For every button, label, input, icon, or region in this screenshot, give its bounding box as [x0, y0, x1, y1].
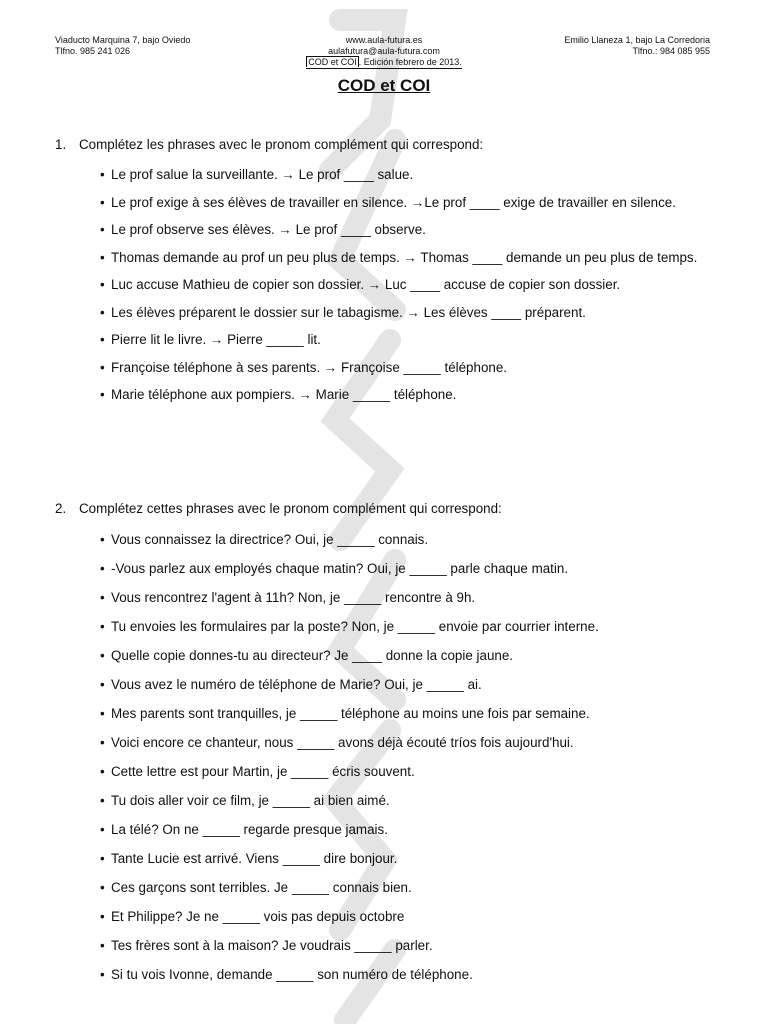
- exercise-item: • Mes parents sont tranquilles, je _____ téléphone au moins une fois par semaine.: [55, 699, 715, 728]
- exercise-item: • -Vous parlez aux employés chaque matin? Oui, je _____ parle chaque matin.: [55, 554, 715, 583]
- exercise-item: • Françoise téléphone à ses parents. → Françoise _____ téléphone.: [55, 354, 715, 382]
- header-right-address: [564, 35, 710, 57]
- header-left-line: Viaducto Marquina 7, bajo Oviedo: [55, 35, 191, 45]
- exercise-item: • Tu envoies les formulaires par la poste? Non, je _____ envoie par courrier interne.: [55, 612, 715, 641]
- exercise-item: • Thomas demande au prof un peu plus de temps. → Thomas ____ demande un peu plus de temps.: [55, 244, 715, 272]
- exercise-instruction: [55, 136, 715, 153]
- header-email: aulafutura@aula-futura.com: [328, 46, 440, 56]
- exercise-section-2: [55, 500, 715, 989]
- header-center-contact: [240, 35, 528, 69]
- exercise-item: • Le prof salue la surveillante. → Le prof ____ salue.: [55, 161, 715, 189]
- exercise-item: • Le prof observe ses élèves. → Le prof ____ observe.: [55, 216, 715, 244]
- exercise-item: • Vous connaissez la directrice? Oui, je _____ connais.: [55, 525, 715, 554]
- exercise-instruction-text: Complétez les phrases avec le pronom complément qui correspond:: [79, 137, 484, 152]
- header-left-address: [55, 35, 190, 57]
- exercise-item: • Cette lettre est pour Martin, je _____ écris souvent.: [55, 757, 715, 786]
- exercise-item: • Vous rencontrez l'agent à 11h? Non, je _____ rencontre à 9h.: [55, 583, 715, 612]
- exercise-item: • Le prof exige à ses élèves de travailler en silence. →Le prof ____ exige de travailler en silence.: [55, 189, 715, 217]
- exercise-item: • Tes frères sont à la maison? Je voudrais _____ parler.: [55, 931, 715, 960]
- exercise-item: • La télé? On ne _____ regarde presque jamais.: [55, 815, 715, 844]
- exercise-number: 1.: [55, 137, 67, 152]
- exercise-item: • Tante Lucie est arrivé. Viens _____ dire bonjour.: [55, 844, 715, 873]
- exercise-list: [55, 525, 715, 989]
- exercise-item: • Luc accuse Mathieu de copier son dossier. → Luc ____ accuse de copier son dossier.: [55, 271, 715, 299]
- exercise-item: • Quelle copie donnes-tu au directeur? Je ____ donne la copie jaune.: [55, 641, 715, 670]
- exercise-number: 2.: [55, 501, 67, 516]
- header-edition-text: . Edición febrero de 2013.: [358, 57, 462, 67]
- exercise-item: • Vous avez le numéro de téléphone de Marie? Oui, je _____ ai.: [55, 670, 715, 699]
- exercise-item: • Ces garçons sont terribles. Je _____ connais bien.: [55, 873, 715, 902]
- header-website: www.aula-futura.es: [345, 35, 423, 45]
- exercise-item: • Les élèves préparent le dossier sur le tabagisme. → Les élèves ____ préparent.: [55, 299, 715, 327]
- header-left-line: Tlfno. 985 241 026: [55, 46, 131, 56]
- header-right-line: Tlfno.: 984 085 955: [632, 46, 710, 56]
- exercise-item: • Marie téléphone aux pompiers. → Marie _____ téléphone.: [55, 381, 715, 409]
- header-right-line: Emilio Llaneza 1, bajo La Corredoria: [564, 35, 710, 45]
- exercise-item: • Pierre lit le livre. → Pierre _____ lit.: [55, 326, 715, 354]
- exercise-item: • Tu dois aller voir ce film, je _____ ai bien aimé.: [55, 786, 715, 815]
- exercise-item: • Si tu vois Ivonne, demande _____ son numéro de téléphone.: [55, 960, 715, 989]
- exercise-item: • Et Philippe? Je ne _____ vois pas depuis octobre: [55, 902, 715, 931]
- exercise-instruction: [55, 500, 715, 517]
- exercise-instruction-text: Complétez cettes phrases avec le pronom complément qui correspond:: [79, 501, 502, 516]
- page-title: COD et COI: [337, 76, 431, 95]
- exercise-list: [55, 161, 715, 409]
- exercise-section-1: [55, 136, 715, 409]
- header-edition-code: COD et COI: [308, 57, 357, 67]
- header-edition: [306, 57, 462, 69]
- exercise-item: • Voici encore ce chanteur, nous _____ avons déjà écouté tríos fois aujourd'hui.: [55, 728, 715, 757]
